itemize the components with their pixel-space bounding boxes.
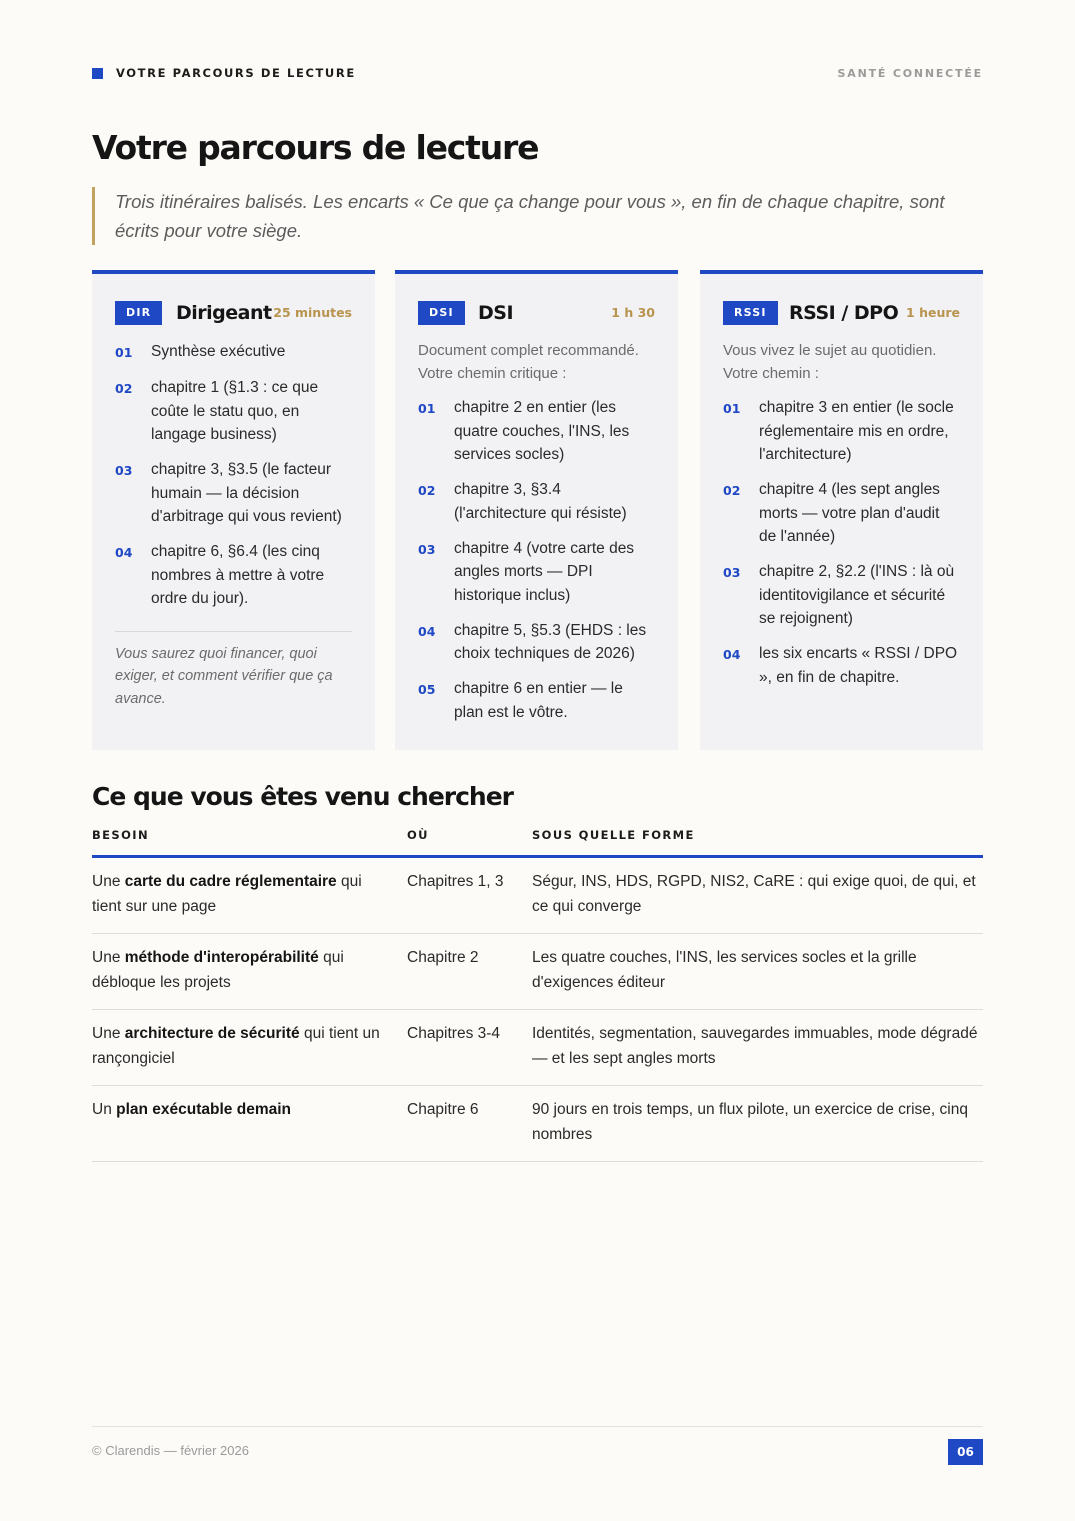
step-number: 01 — [723, 401, 741, 416]
step-text: chapitre 4 (les sept angles morts — votre plan d'audit de l'année) — [759, 481, 940, 545]
step-item — [723, 396, 960, 467]
cell-forme: Les quatre couches, l'INS, les services socles et la grille d'exigences éditeur — [532, 949, 917, 991]
card-title: Dirigeant — [176, 302, 272, 324]
step-text: chapitre 3, §3.4 (l'architecture qui résiste) — [454, 481, 627, 522]
header-left-text: VOTRE PARCOURS DE LECTURE — [116, 66, 356, 80]
step-text: chapitre 1 (§1.3 : ce que coûte le statu quo, en langage business) — [151, 379, 319, 443]
cell-text: qui tient sur une page — [92, 873, 362, 915]
step-text: chapitre 5, §5.3 (EHDS : les choix techniques de 2026) — [454, 621, 647, 662]
intro-quote: Trois itinéraires balisés. Les encarts « Ce que ça change pour vous », en fin de chaque chapitre, sont écrits pour votre siège. — [92, 187, 982, 245]
step-item — [115, 376, 352, 447]
card-note: Vous saurez quoi financer, quoi exiger, et comment vérifier que ça avance. — [115, 631, 352, 711]
step-number: 01 — [418, 401, 436, 416]
card-tag: RSSI — [723, 301, 778, 325]
table-row — [92, 1010, 983, 1086]
card-tag: DIR — [115, 301, 162, 325]
step-item — [115, 340, 352, 365]
step-item — [418, 677, 655, 724]
cell-bold-text: architecture de sécurité — [124, 1025, 300, 1042]
card-tag: DSI — [418, 301, 465, 325]
cell-text: qui tient un rançongiciel — [92, 1025, 380, 1067]
card-dsi — [395, 270, 678, 750]
cell-forme: Ségur, INS, HDS, RGPD, NIS2, CaRE : qui exige quoi, de qui, et ce qui converge — [532, 873, 976, 915]
step-item — [115, 540, 352, 611]
step-number: 03 — [418, 541, 436, 557]
card-intro: Vous vivez le sujet au quotidien. Votre chemin : — [723, 342, 937, 382]
cell-ou: Chapitres 3-4 — [407, 1025, 501, 1042]
page-footer — [92, 1426, 983, 1466]
cell-ou: Chapitres 1, 3 — [407, 873, 504, 890]
step-number: 02 — [418, 483, 436, 498]
cell-besoin — [92, 869, 387, 919]
card-time: 25 minutes — [273, 305, 352, 320]
header-right-text: SANTÉ CONNECTÉE — [837, 67, 983, 80]
header-section-label — [92, 66, 356, 80]
cell-besoin — [92, 1021, 387, 1071]
page-title: Votre parcours de lecture — [92, 128, 539, 167]
footer-copyright: © Clarendis — février 2026 — [92, 1443, 249, 1458]
cell-text: qui débloque les projets — [92, 949, 344, 991]
step-number: 04 — [115, 545, 133, 560]
card-time: 1 heure — [906, 305, 960, 320]
card-dirigeant — [92, 270, 375, 750]
cell-bold-text: plan exécutable demain — [116, 1101, 291, 1118]
card-head — [418, 300, 655, 326]
step-text: les six encarts « RSSI / DPO », en fin de chapitre. — [759, 645, 958, 686]
cell-text: Une — [92, 1025, 125, 1042]
cell-text: Une — [92, 873, 125, 890]
step-number: 04 — [723, 647, 741, 662]
step-text: chapitre 2, §2.2 (l'INS : là où identitovigilance et sécurité se rejoignent) — [759, 563, 955, 627]
step-number: 02 — [723, 483, 741, 498]
cell-besoin — [92, 945, 387, 995]
page-number: 06 — [948, 1439, 983, 1465]
card-body — [418, 340, 655, 736]
header-square-marker — [92, 68, 103, 79]
step-item — [418, 396, 655, 467]
card-intro: Document complet recommandé. Votre chemin critique : — [418, 342, 639, 382]
table-header — [92, 824, 983, 858]
step-item — [418, 537, 655, 608]
page-header — [92, 66, 983, 82]
step-item — [115, 458, 352, 529]
step-number: 03 — [115, 463, 133, 478]
step-item — [723, 560, 960, 631]
step-text: Synthèse exécutive — [151, 343, 286, 360]
cell-text: Une — [92, 949, 125, 966]
step-item — [723, 642, 960, 689]
needs-table — [92, 824, 983, 1162]
step-text: chapitre 4 (votre carte des angles morts — DPI historique inclus) — [454, 539, 635, 604]
step-text: chapitre 2 en entier (les quatre couches, l'INS, les services socles) — [454, 399, 630, 463]
card-body — [723, 340, 960, 701]
cell-bold-text: méthode d'interopérabilité — [124, 949, 319, 966]
step-text: chapitre 3 en entier (le socle réglementaire mis en ordre, l'architecture) — [759, 399, 954, 463]
card-time: 1 h 30 — [611, 305, 655, 320]
table-row — [92, 934, 983, 1010]
cell-ou: Chapitre 6 — [407, 1101, 479, 1118]
step-number: 04 — [418, 623, 436, 639]
cell-text: Un — [92, 1101, 117, 1118]
cell-ou: Chapitre 2 — [407, 949, 479, 966]
column-header-besoin: BESOIN — [92, 828, 149, 842]
step-number: 03 — [723, 565, 741, 580]
card-title: RSSI / DPO — [789, 302, 899, 324]
card-head — [723, 300, 960, 326]
table-row — [92, 1086, 983, 1162]
table-row — [92, 858, 983, 934]
cell-besoin — [92, 1097, 387, 1122]
card-title: DSI — [478, 302, 514, 324]
step-text: chapitre 3, §3.5 (le facteur humain — la décision d'arbitrage qui vous revient) — [151, 461, 342, 525]
cell-bold-text: carte du cadre réglementaire — [124, 873, 337, 890]
step-item — [723, 478, 960, 549]
card-body — [115, 340, 352, 710]
step-number: 02 — [115, 381, 133, 396]
card-rssi-dpo — [700, 270, 983, 750]
column-header-ou: OÙ — [407, 828, 429, 842]
step-item — [418, 478, 655, 525]
step-number: 01 — [115, 345, 133, 360]
card-head — [115, 300, 352, 326]
step-item — [418, 619, 655, 666]
step-text: chapitre 6 en entier — le plan est le vôtre. — [454, 680, 623, 721]
step-text: chapitre 6, §6.4 (les cinq nombres à mettre à votre ordre du jour). — [151, 543, 325, 607]
column-header-forme: SOUS QUELLE FORME — [532, 828, 695, 842]
section-title: Ce que vous êtes venu chercher — [92, 782, 514, 811]
cell-forme: Identités, segmentation, sauvegardes immuables, mode dégradé — et les sept angles morts — [532, 1025, 978, 1067]
cell-forme: 90 jours en trois temps, un flux pilote, un exercice de crise, cinq nombres — [532, 1101, 968, 1143]
step-number: 05 — [418, 682, 436, 697]
